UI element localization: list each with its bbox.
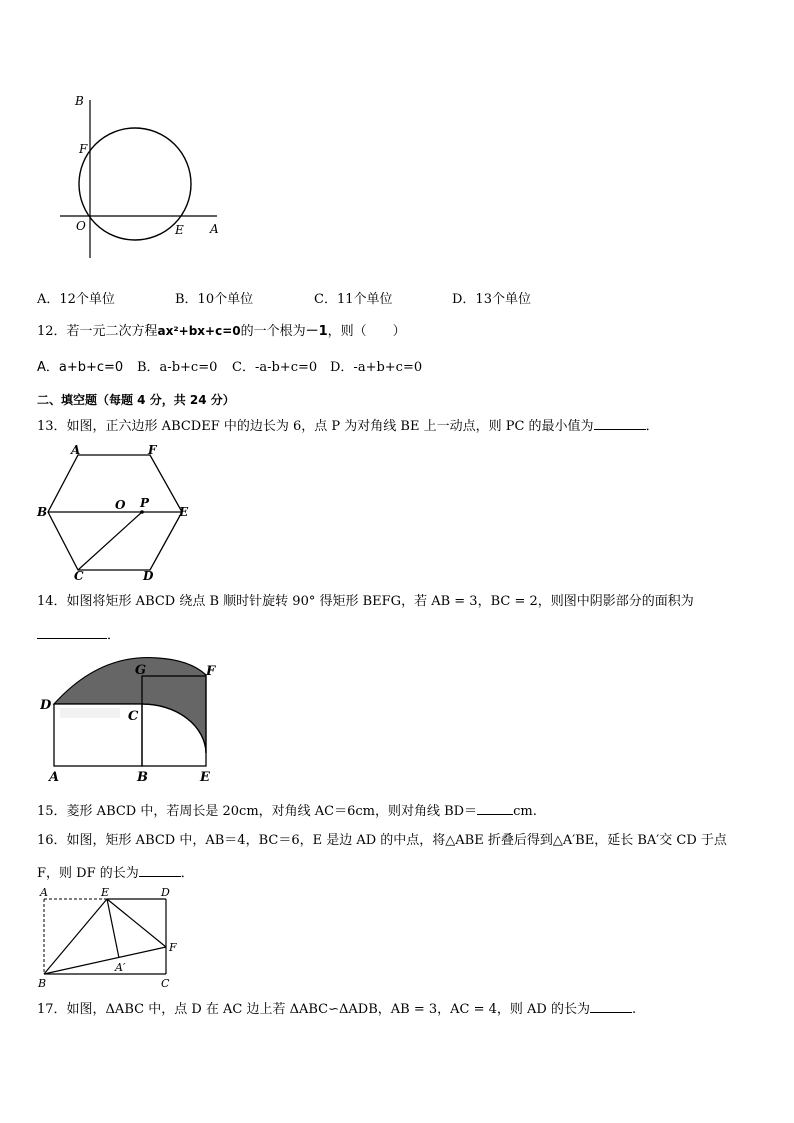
q15-question (37, 802, 537, 820)
q11-option-d: D．13个单位 (452, 292, 531, 307)
faint-text-smudge (60, 708, 120, 718)
q12-question (37, 323, 406, 340)
label-C: C (128, 709, 139, 724)
q17-end: . (631, 1002, 637, 1017)
q14-end: ． (107, 628, 121, 643)
line-BF (44, 947, 166, 974)
answer-blank (37, 626, 107, 639)
label-B: B (137, 770, 148, 785)
q12-root: －1 (305, 324, 328, 339)
q11-option-a: A．12个单位 (37, 292, 115, 307)
q12-option-a: A．a+b+c=0 (37, 360, 124, 375)
label-B: B (75, 94, 84, 108)
label-B: B (38, 977, 47, 990)
label-A: A (71, 443, 81, 457)
label-F: F (169, 941, 177, 954)
q11-option-b: B．10个单位 (175, 292, 254, 307)
answer-blank (477, 802, 513, 815)
label-A: A (210, 222, 219, 236)
q12-option-b: B．a-b+c=0 (137, 360, 218, 375)
q17-text: 17．如图，ΔABC 中，点 D 在 AC 边上若 ΔABC∽ΔADB，AB = 3，AC = 4，则 AD 的长为 (37, 1002, 590, 1017)
label-P: P (140, 496, 150, 510)
label-F: F (148, 443, 157, 457)
label-E: E (179, 505, 189, 519)
q12-equation: ax²+bx+c=0 (157, 324, 241, 338)
figure-q14-rotation (40, 653, 220, 788)
label-D: D (161, 886, 170, 899)
figure-q11-circle (55, 90, 230, 265)
q12-middle: 的一个根为 (240, 324, 306, 339)
q11-option-c: C．11个单位 (314, 292, 393, 307)
q12-option-c: C．-a-b+c=0 (232, 360, 318, 375)
q14-question: 14．如图将矩形 ABCD 绕点 B 顺时针旋转 90° 得矩形 BEFG，若 AB = 3，BC = 2，则图中阴影部分的面积为 (37, 594, 694, 609)
label-B: B (37, 505, 48, 519)
q12-prefix: 12．若一元二次方程 (37, 324, 158, 339)
q15-text: 15．菱形 ABCD 中，若周长是 20cm，对角线 AC＝6cm，则对角线 BD＝ (37, 804, 478, 819)
q16-end: ． (180, 866, 194, 881)
label-D: D (143, 569, 154, 583)
label-C: C (74, 569, 84, 583)
q16-question-line2 (37, 864, 194, 882)
label-D: D (40, 698, 52, 713)
q13-question (37, 417, 659, 435)
q17-question (37, 1000, 636, 1018)
label-A-prime: A′ (115, 961, 126, 974)
figure-q13-hexagon (35, 443, 195, 583)
q16-question-line1: 16．如图，矩形 ABCD 中，AB＝4，BC＝6，E 是边 AD 的中点，将△ABE 折叠后得到△A′BE，延长 BA′交 CD 于点 (37, 833, 727, 848)
label-O: O (76, 219, 86, 233)
segment-PC (78, 512, 142, 570)
label-F: F (206, 664, 216, 679)
label-O: O (115, 498, 126, 512)
answer-blank (594, 417, 646, 430)
label-A: A (40, 886, 48, 899)
label-E: E (101, 886, 110, 899)
label-C: C (161, 977, 170, 990)
point-P (140, 510, 144, 514)
figure-q16-fold (35, 884, 195, 990)
q13-end: ． (645, 419, 659, 434)
label-F: F (79, 142, 88, 156)
q14-answer-line (37, 626, 120, 644)
q16-line2-text: F，则 DF 的长为 (37, 866, 139, 881)
section-title: 二、填空题（每题 4 分，共 24 分） (37, 393, 235, 407)
label-G: G (135, 663, 147, 678)
label-E: E (175, 223, 184, 237)
q15-end: cm. (513, 804, 537, 819)
q13-text: 13．如图，正六边形 ABCDEF 中的边长为 6，点 P 为对角线 BE 上一动点，则 PC 的最小值为 (37, 419, 594, 434)
answer-blank (590, 1000, 632, 1013)
q12-option-d: D．-a+b+c=0 (330, 360, 423, 375)
label-E: E (200, 770, 210, 785)
label-A: A (49, 770, 60, 785)
q12-suffix: ，则（ ） (327, 324, 406, 339)
answer-blank (139, 864, 181, 877)
